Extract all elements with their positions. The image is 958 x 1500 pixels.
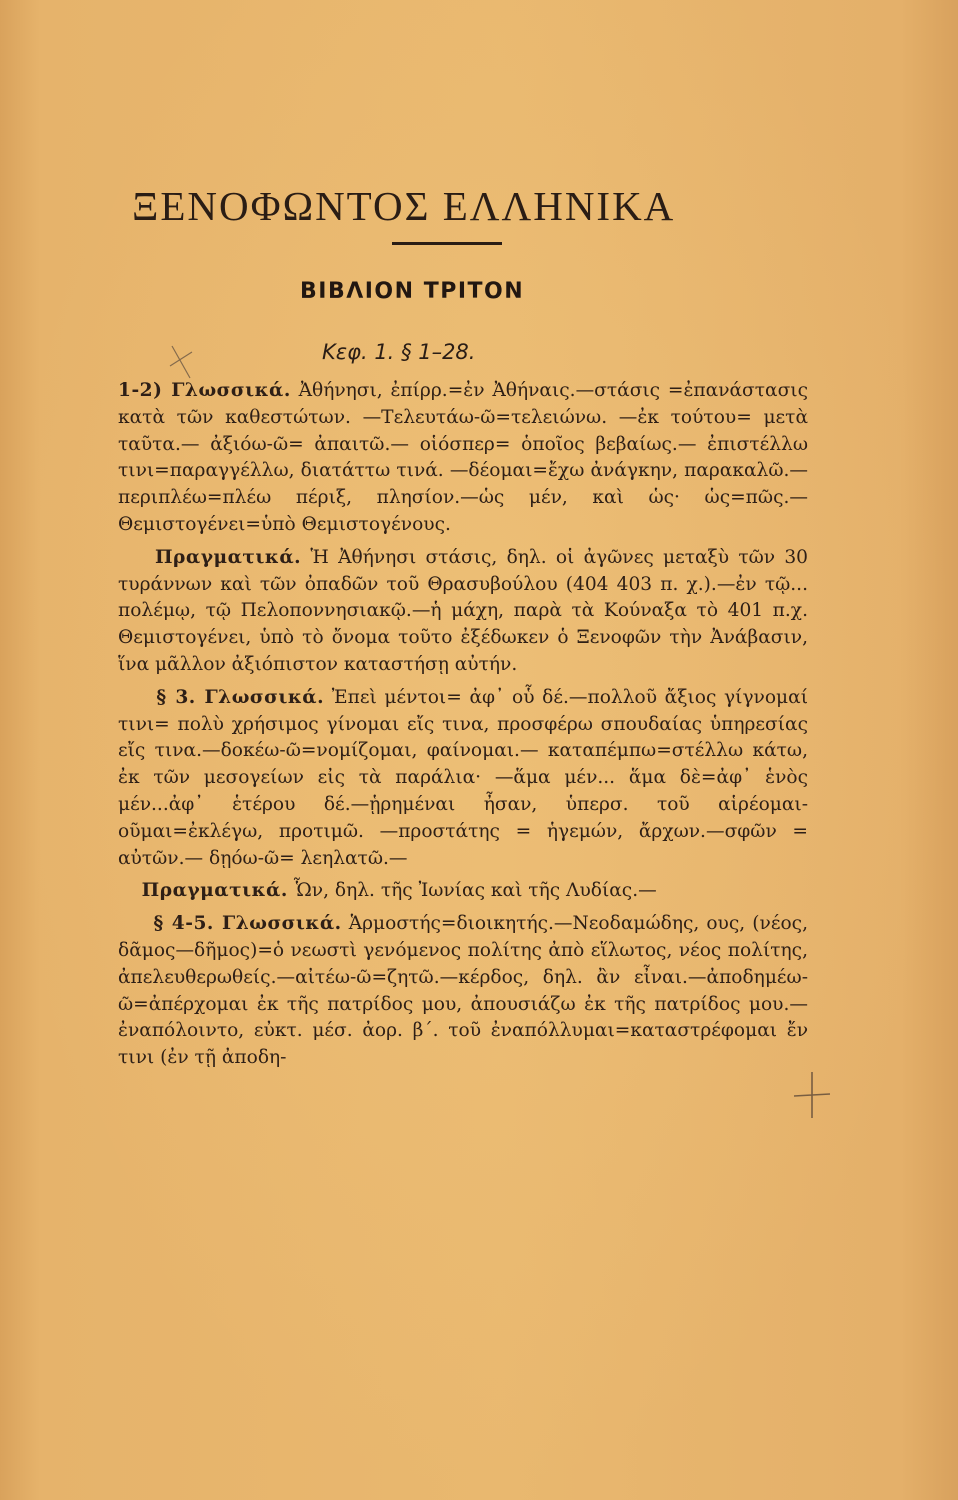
paragraph-4 (118, 878, 808, 905)
paragraph-5 (118, 911, 808, 1072)
paragraph-2-body: Ἡ Ἀθήνησι στάσις, δηλ. οἱ ἀγῶνες μεταξὺ τῶν 30 τυράννων καὶ τῶν ὀπαδῶν τοῦ Θρασυβούλου (404 403 π. χ.).—ἐν τῷ... πολέμῳ, τῷ Πελοποννησιακῷ.—ἡ μάχη, παρὰ τὰ Κούναξα τὸ 401 π.χ. Θεμιστογένει, ὑπὸ τὸ ὄνομα τοῦτο ἐξέδωκεν ὁ Ξενοφῶν τὴν Ἀνάβασιν, ἵνα μᾶλλον ἀξιόπιστον καταστήσῃ αὐτήν. (118, 546, 808, 675)
page-title: ΞΕΝΟΦΩΝΤΟΣ ΕΛΛΗΝΙΚΑ (132, 183, 676, 229)
paragraph-1 (118, 378, 808, 539)
paragraph-1-body: Ἀθήνησι, ἐπίρρ.=ἐν Ἀθήναις.—στάσις =ἐπανάστασις κατὰ τῶν καθεστώτων. —Τελευτάω-ῶ=τελειώνω. —ἐκ τούτου= μετὰ ταῦτα.— ἀξιόω-ῶ= ἀπαιτῶ.— οἱόσπερ= ὁποῖος βεβαίως.— ἐπιστέλλω τινι=παραγγέλλω, διατάττω τινά. —δέομαι=ἔχω ἀνάγκην, παρακαλῶ.—περιπλέω=πλέω πέριξ, πλησίον.—ὡς μέν, καὶ ὡς· ὡς=πῶς.—Θεμιστογένει=ὑπὸ Θεμιστογένους. (118, 380, 808, 535)
pencil-cross-mark-icon (168, 342, 198, 382)
paragraph-4-lead: Πραγματικά. (141, 880, 288, 902)
book-heading: ΒΙΒΛΙΟΝ ΤΡΙΤΟΝ (300, 279, 525, 304)
chapter-heading: Κεφ. 1. § 1–28. (322, 340, 476, 364)
title-rule (392, 242, 502, 245)
paragraph-5-lead: § 4-5. Γλωσσικά. (153, 913, 342, 935)
paragraph-1-lead: 1-2) Γλωσσικά. (118, 380, 291, 401)
pencil-plus-mark-icon (792, 1070, 832, 1120)
paragraph-4-body: Ὧν, δηλ. τῆς Ἰωνίας καὶ τῆς Λυδίας.— (293, 880, 657, 902)
paragraph-2 (118, 545, 808, 679)
paragraph-3-lead: § 3. Γλωσσικά. (156, 686, 325, 708)
paragraph-3 (118, 685, 808, 873)
paragraph-3-body: Ἐπεὶ μέντοι= ἀφ᾿ οὗ δέ.—πολλοῦ ἄξιος γίγνομαί τινι= πολὺ χρήσιμος γίνομαι εἴς τινα, προσφέρω σπουδαίας ὑπηρεσίας εἴς τινα.—δοκέω-ῶ=νομίζομαι, φαίνομαι.— καταπέμπω=στέλλω κάτω, ἐκ τῶν μεσογείων εἰς τὰ παράλια· —ἅμα μέν... ἅμα δὲ=ἀφ᾿ ἑνὸς μέν...ἀφ᾿ ἑτέρου δέ.—ᾑρημέναι ἦσαν, ὑπερσ. τοῦ αἱρέομαι-οῦμαι=ἐκλέγω, προτιμῶ. —προστάτης = ἡγεμών, ἄρχων.—σφῶν = αὐτῶν.— δῃόω-ῶ= λεηλατῶ.— (118, 686, 808, 869)
paragraph-2-lead: Πραγματικά. (154, 546, 302, 568)
commentary-text (118, 378, 808, 1078)
paragraph-5-body: Ἁρμοστής=διοικητής.—Νεοδαμώδης, ους, (νέος, δᾶμος—δῆμος)=ὁ νεωστὶ γενόμενος πολίτης ἀπὸ εἵλωτος, νέος πολίτης, ἀπελευθερωθείς.—αἰτέω-ῶ=ζητῶ.—κέρδος, δηλ. ἂν εἶναι.—ἀποδημέω-ῶ=ἀπέρχομαι ἐκ τῆς πατρίδος μου, ἀπουσιάζω ἐκ τῆς πατρίδος μου.—ἐναπόλοιντο, εὐκτ. μέσ. ἀορ. β΄. τοῦ ἐναπόλλυμαι=καταστρέφομαι ἔν τινι (ἐν τῇ ἀποδη- (118, 913, 808, 1069)
